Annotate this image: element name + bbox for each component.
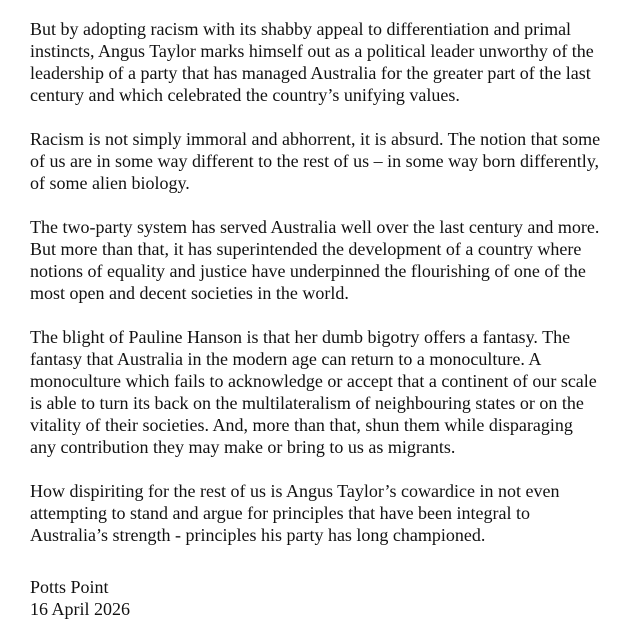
paragraph-line: But by adopting racism with its shabby appeal to differentiation and primal	[30, 19, 572, 39]
paragraph-line: Australia’s strength - principles his party has long championed.	[30, 525, 486, 545]
paragraph-line: vitality of their societies. And, more than that, shun them while disparaging	[30, 415, 573, 435]
paragraph-line: The blight of Pauline Hanson is that her dumb bigotry offers a fantasy. The	[30, 327, 571, 347]
paragraph-3	[30, 216, 630, 304]
paragraph-line: of some alien biology.	[30, 173, 190, 193]
paragraph-line: instincts, Angus Taylor marks himself out as a political leader unworthy of the	[30, 41, 594, 61]
paragraph-4	[30, 326, 630, 458]
paragraph-line: most open and decent societies in the world.	[30, 283, 349, 303]
paragraph-2	[30, 128, 630, 194]
paragraph-line: leadership of a party that has managed Australia for the greater part of the last	[30, 63, 591, 83]
signature-place: Potts Point	[30, 577, 109, 597]
document-body	[30, 18, 630, 642]
paragraph-line: monoculture which fails to acknowledge or accept that a continent of our scale	[30, 371, 597, 391]
paragraph-line: notions of equality and justice have underpinned the flourishing of one of the	[30, 261, 586, 281]
paragraph-line: The two-party system has served Australia well over the last century and more.	[30, 217, 600, 237]
paragraph-line: century and which celebrated the country’s unifying values.	[30, 85, 460, 105]
signature-block	[30, 576, 630, 620]
signature-date: 16 April 2026	[30, 599, 131, 619]
paragraph-1	[30, 18, 630, 106]
paragraph-5	[30, 480, 630, 546]
paragraph-line: Racism is not simply immoral and abhorrent, it is absurd. The notion that some	[30, 129, 601, 149]
paragraph-line: How dispiriting for the rest of us is Angus Taylor’s cowardice in not even	[30, 481, 560, 501]
paragraph-line: is able to turn its back on the multilateralism of neighbouring states or on the	[30, 393, 584, 413]
paragraph-line: fantasy that Australia in the modern age can return to a monoculture. A	[30, 349, 542, 369]
paragraph-line: But more than that, it has superintended the development of a country where	[30, 239, 582, 259]
paragraph-line: of us are in some way different to the rest of us – in some way born differently,	[30, 151, 600, 171]
paragraph-line: attempting to stand and argue for principles that have been integral to	[30, 503, 531, 523]
paragraph-line: any contribution they may make or bring to us as migrants.	[30, 437, 456, 457]
